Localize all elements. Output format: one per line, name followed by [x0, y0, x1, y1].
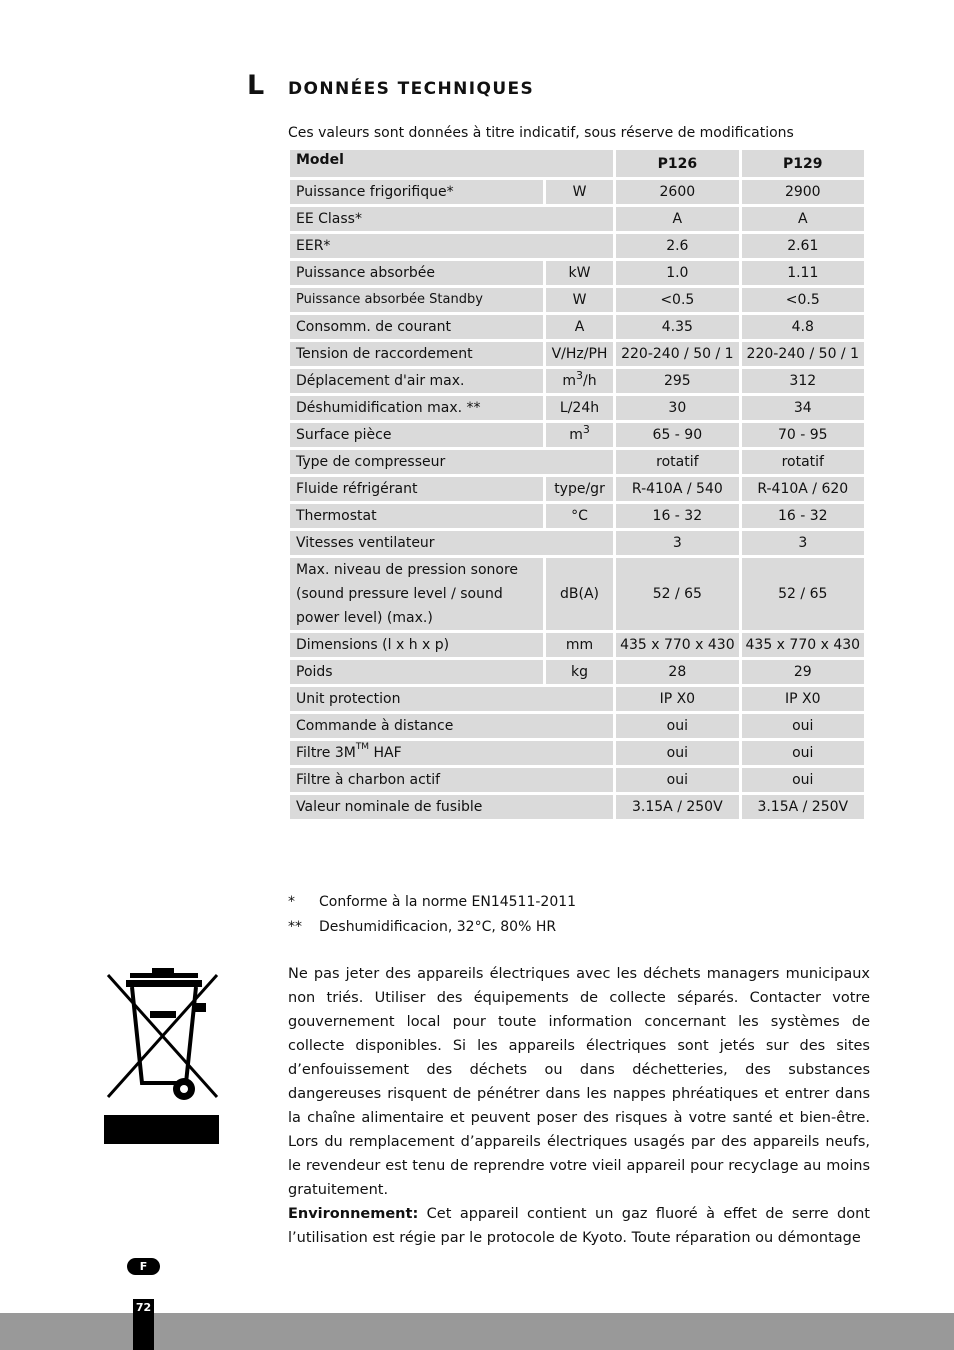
row-value-p126: 28 [616, 660, 738, 684]
table-row [290, 315, 864, 339]
row-value-p129: 70 - 95 [742, 423, 864, 447]
row-value-p126: 52 / 65 [616, 558, 738, 630]
row-value-p129: oui [742, 768, 864, 792]
row-value-p126: rotatif [616, 450, 738, 474]
row-unit [546, 423, 613, 447]
footnote-text: Deshumidificacion, 32°C, 80% HR [319, 919, 557, 935]
row-unit: A [546, 315, 613, 339]
row-unit: kg [546, 660, 613, 684]
table-row [290, 477, 864, 501]
row-value-p126: 295 [616, 369, 738, 393]
unit-superscript: 3 [582, 423, 590, 436]
row-value-p129: 4.8 [742, 315, 864, 339]
header-model-label: Model [290, 150, 613, 177]
row-value-p126: 3.15A / 250V [616, 795, 738, 819]
language-badge: F [127, 1258, 160, 1275]
row-value-p126: oui [616, 714, 738, 738]
specs-table [287, 147, 867, 822]
table-row [290, 714, 864, 738]
row-label: Puissance frigorifique* [290, 180, 543, 204]
row-value-p126: 4.35 [616, 315, 738, 339]
row-value-p126: R-410A / 540 [616, 477, 738, 501]
row-value-p126: 1.0 [616, 261, 738, 285]
row-value-p129: IP X0 [742, 687, 864, 711]
row-value-p129: 16 - 32 [742, 504, 864, 528]
table-row [290, 396, 864, 420]
row-unit: °C [546, 504, 613, 528]
row-value-p126: IP X0 [616, 687, 738, 711]
footnote [288, 918, 556, 936]
table-row [290, 450, 864, 474]
row-value-p126: oui [616, 768, 738, 792]
row-value-p126: 220-240 / 50 / 1 [616, 342, 738, 366]
row-value-p126: A [616, 207, 738, 231]
row-label: Puissance absorbée Standby [290, 288, 543, 312]
row-label: EE Class* [290, 207, 613, 231]
row-label: Surface pièce [290, 423, 543, 447]
unit-base: m [569, 427, 583, 443]
row-value-p129: 52 / 65 [742, 558, 864, 630]
row-value-p129: oui [742, 714, 864, 738]
page-number: 72 [135, 1301, 152, 1314]
row-value-p129: 435 x 770 x 430 [742, 633, 864, 657]
row-label: EER* [290, 234, 613, 258]
table-row [290, 369, 864, 393]
table-row [290, 342, 864, 366]
table-row [290, 660, 864, 684]
weee-underline-bar [104, 1115, 219, 1144]
row-value-p129: A [742, 207, 864, 231]
row-label: Thermostat [290, 504, 543, 528]
row-value-p129: 312 [742, 369, 864, 393]
row-value-p126: 30 [616, 396, 738, 420]
row-value-p126: 65 - 90 [616, 423, 738, 447]
row-label: Max. niveau de pression sonore (sound pressure level / sound power level) (max.) [290, 558, 543, 630]
footnote-mark: * [288, 894, 295, 910]
row-value-p129: <0.5 [742, 288, 864, 312]
row-value-p129: 34 [742, 396, 864, 420]
row-value-p126: oui [616, 741, 738, 765]
row-value-p126: <0.5 [616, 288, 738, 312]
row-value-p129: 3.15A / 250V [742, 795, 864, 819]
environment-paragraph [288, 1202, 870, 1250]
row-unit: W [546, 288, 613, 312]
row-unit: type/gr [546, 477, 613, 501]
row-label: Valeur nominale de fusible [290, 795, 613, 819]
row-value-p129: oui [742, 741, 864, 765]
row-unit: V/Hz/PH [546, 342, 613, 366]
table-row [290, 531, 864, 555]
header-p126: P126 [616, 150, 738, 177]
row-value-p126: 3 [616, 531, 738, 555]
environment-label: Environnement: [288, 1206, 419, 1222]
row-value-p129: 3 [742, 531, 864, 555]
row-label: Poids [290, 660, 543, 684]
table-row [290, 633, 864, 657]
table-row [290, 768, 864, 792]
unit-base: m [562, 373, 577, 389]
row-label: Fluide réfrigérant [290, 477, 543, 501]
row-label: Puissance absorbée [290, 261, 543, 285]
table-row [290, 795, 864, 819]
table-row [290, 234, 864, 258]
footnote [288, 893, 576, 911]
row-label: Commande à distance [290, 714, 613, 738]
section-title: DONNÉES TECHNIQUES [288, 79, 535, 99]
row-label: Vitesses ventilateur [290, 531, 613, 555]
row-value-p126: 435 x 770 x 430 [616, 633, 738, 657]
row-label: Unit protection [290, 687, 613, 711]
table-row [290, 504, 864, 528]
table-row [290, 558, 864, 630]
disposal-paragraph: Ne pas jeter des appareils électriques avec les déchets managers municipaux non triés. Utiliser des équipements de collecte séparés. Contacter votre gouvernement local pour toute information concernant les systèmes de collecte disponibles. Si les appareils électriques sont jetés sur des sites d’enfouissement des déchets ou dans déchetteries, des substances dangereuses risquent de pénétrer dans les nappes phréatiques et entrer dans la chaîne alimentaire et peuvent poser des risques à votre santé et bien-être. Lors du remplacement d’appareils électriques usagés par des appareils neufs, le revendeur est tenu de reprendre votre vieil appareil pour recyclage au moins gratuitement. [288, 966, 870, 1198]
table-row [290, 180, 864, 204]
row-label [290, 741, 613, 765]
row-label: Type de compresseur [290, 450, 613, 474]
row-value-p129: rotatif [742, 450, 864, 474]
crossed-out-wheelie-bin-icon [104, 965, 221, 1110]
row-unit [546, 369, 613, 393]
intro-text: Ces valeurs sont données à titre indicatif, sous réserve de modifications [288, 125, 794, 141]
table-row [290, 207, 864, 231]
environment-text: Cet appareil contient un gaz fluoré à effet de serre dont l’utilisation est régie par le protocole de Kyoto. Toute réparation ou démontage [288, 1206, 870, 1246]
row-value-p129: 1.11 [742, 261, 864, 285]
row-value-p129: R-410A / 620 [742, 477, 864, 501]
row-value-p126: 2600 [616, 180, 738, 204]
row-value-p126: 2.6 [616, 234, 738, 258]
row-value-p129: 29 [742, 660, 864, 684]
row-label: Déplacement d'air max. [290, 369, 543, 393]
table-header-row [290, 150, 864, 177]
row-label: Consomm. de courant [290, 315, 543, 339]
unit-superscript: 3 [576, 369, 584, 382]
row-value-p129: 2900 [742, 180, 864, 204]
section-letter: L [247, 70, 265, 101]
header-p129: P129 [742, 150, 864, 177]
unit-tail: /h [583, 373, 597, 389]
row-value-p129: 220-240 / 50 / 1 [742, 342, 864, 366]
row-value-p129: 2.61 [742, 234, 864, 258]
row-value-p126: 16 - 32 [616, 504, 738, 528]
row-unit: kW [546, 261, 613, 285]
table-row [290, 741, 864, 765]
row-unit: W [546, 180, 613, 204]
table-row [290, 687, 864, 711]
row-label: Déshumidification max. ** [290, 396, 543, 420]
row-label: Filtre à charbon actif [290, 768, 613, 792]
table-row [290, 423, 864, 447]
table-row [290, 261, 864, 285]
row-unit: mm [546, 633, 613, 657]
footnote-text: Conforme à la norme EN14511-2011 [319, 894, 577, 910]
row-unit: L/24h [546, 396, 613, 420]
table-row [290, 288, 864, 312]
row-unit: dB(A) [546, 558, 613, 630]
row-label: Dimensions (l x h x p) [290, 633, 543, 657]
trademark-superscript: TM [355, 742, 370, 752]
label-tail: HAF [369, 745, 402, 761]
label-base: Filtre 3M [296, 745, 356, 761]
footnote-mark: ** [288, 919, 302, 935]
row-label: Tension de raccordement [290, 342, 543, 366]
